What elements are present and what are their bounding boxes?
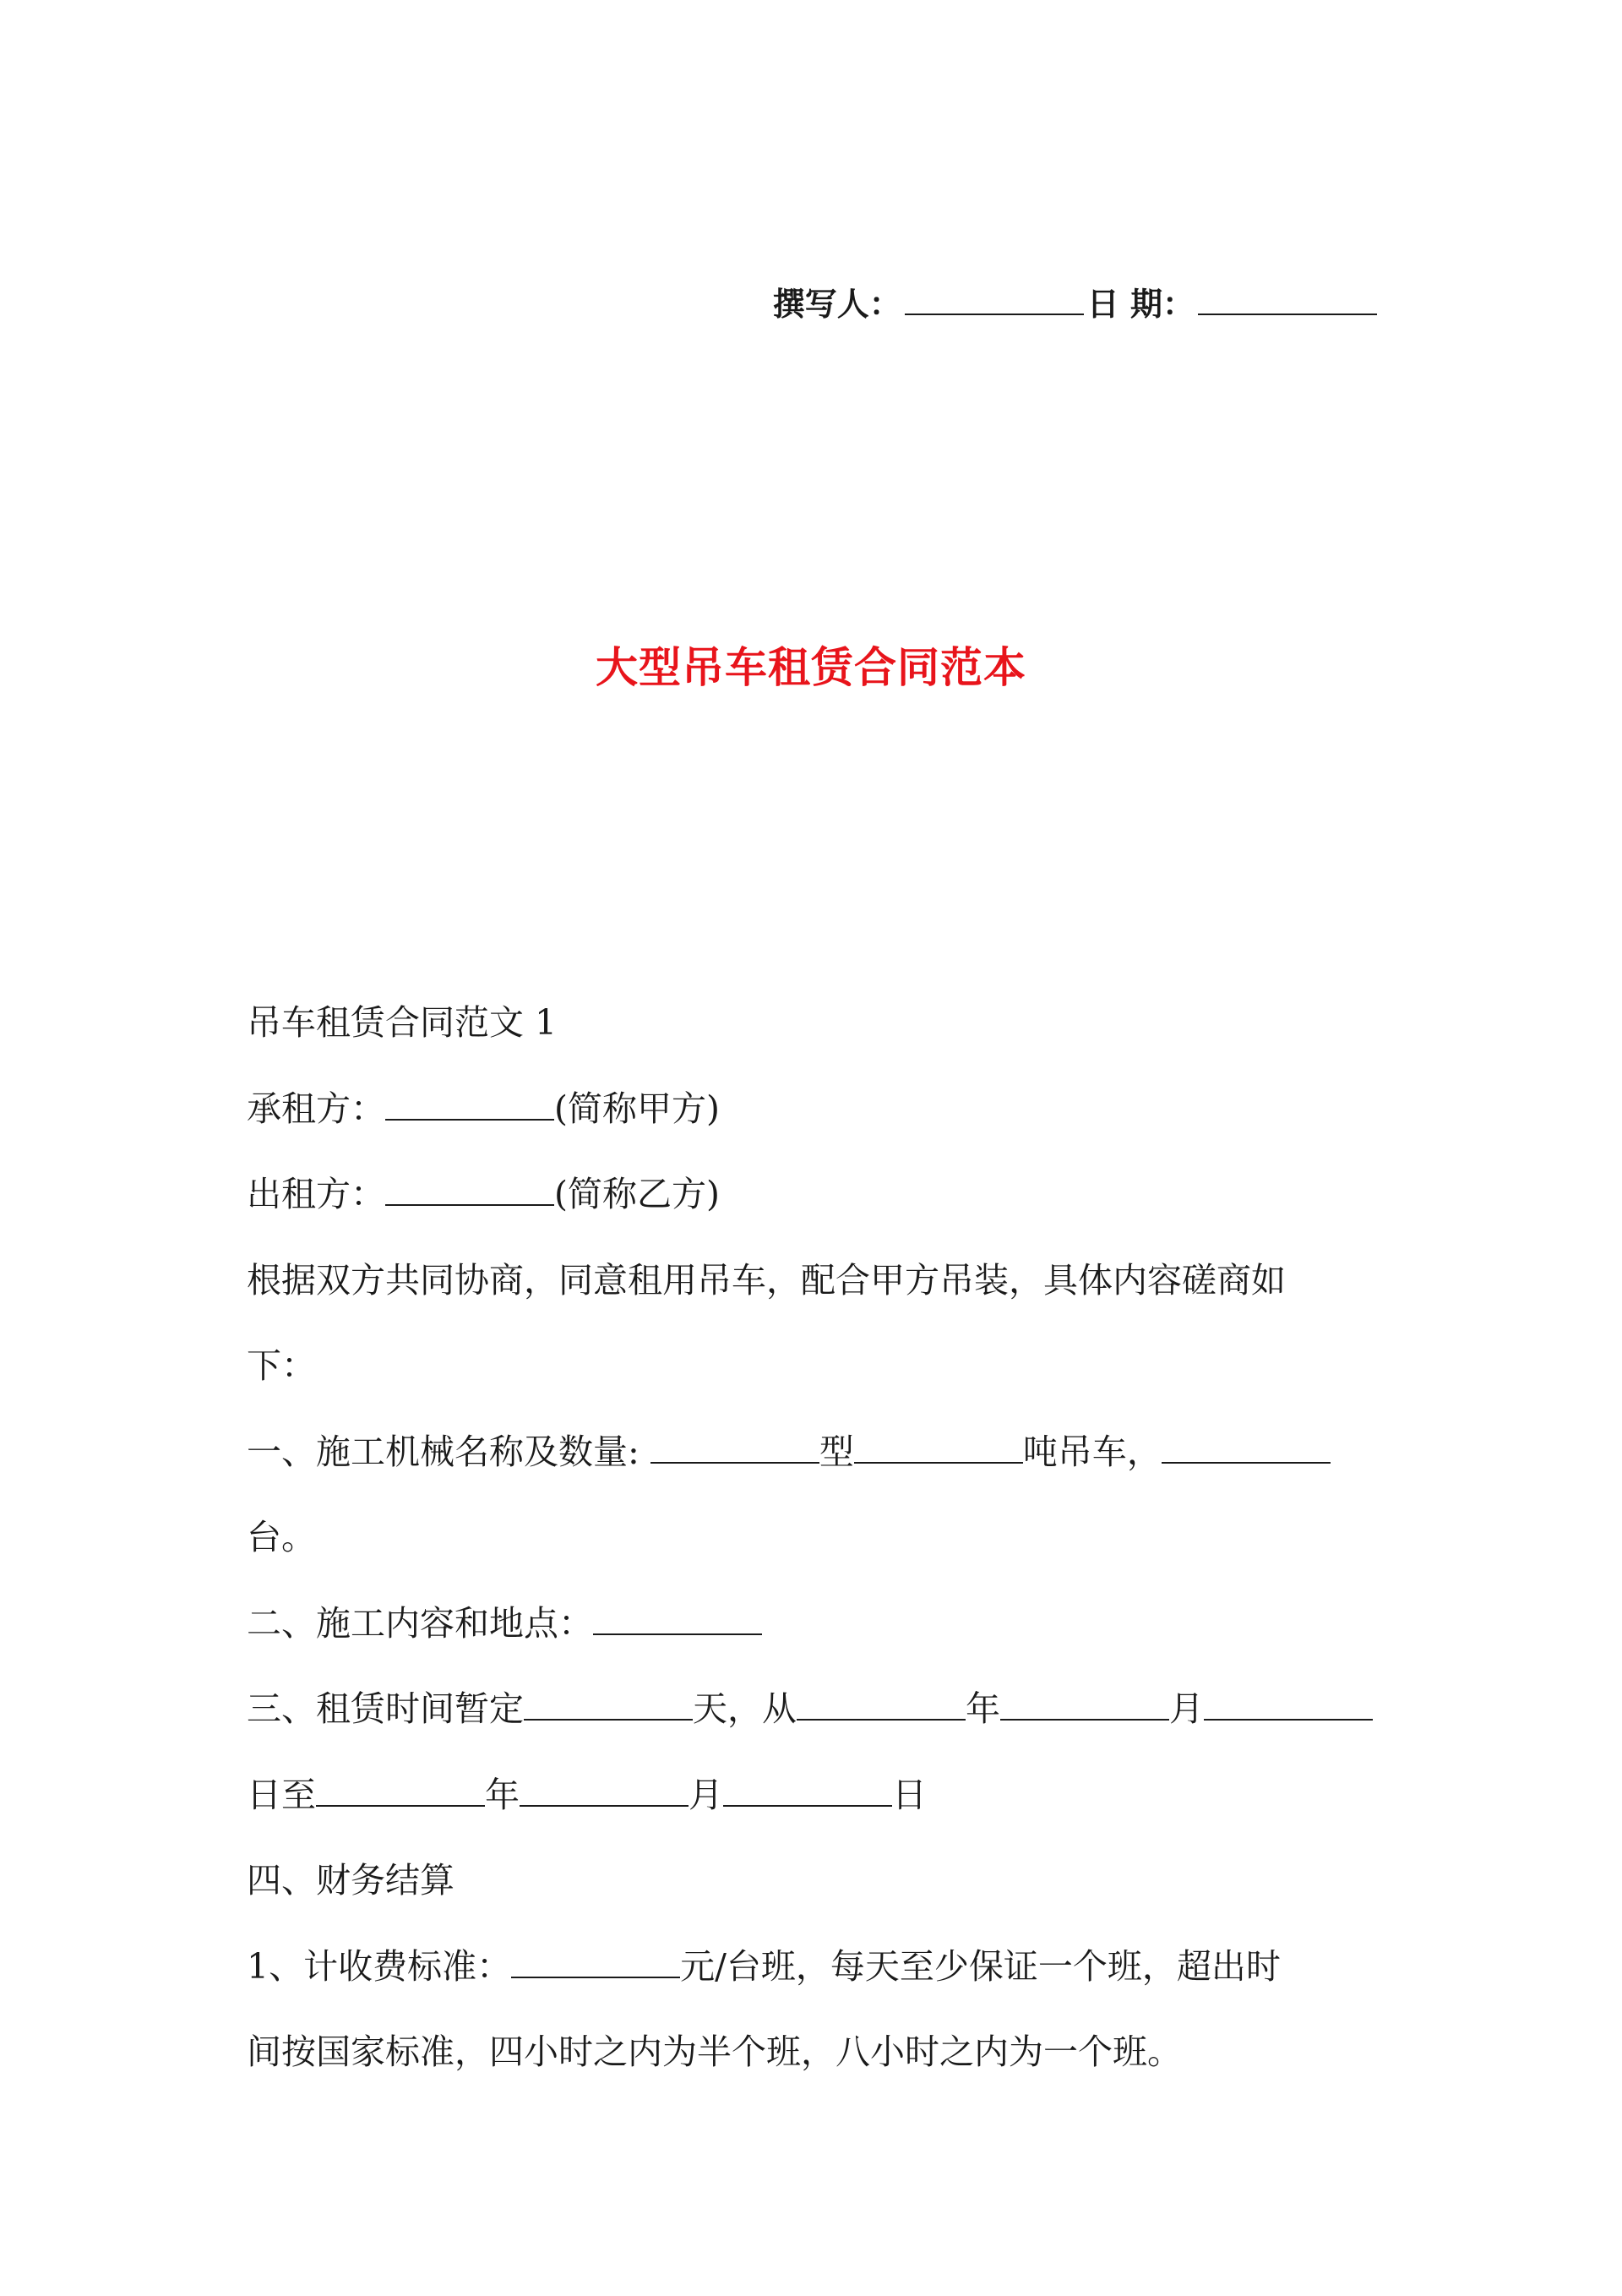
lessee-label: 承租方： xyxy=(247,1088,385,1129)
lessee-note: (简称甲方) xyxy=(554,1088,720,1129)
item2-line xyxy=(247,1581,1383,1667)
lessor-label: 出租方： xyxy=(247,1174,385,1214)
item3-year1: 年 xyxy=(966,1688,1000,1729)
date-blank[interactable] xyxy=(1198,281,1377,315)
item3-day1-blank[interactable] xyxy=(1204,1690,1373,1721)
item1-unit: 台。 xyxy=(247,1517,316,1557)
item2-label: 二、施工内容和地点： xyxy=(247,1602,593,1644)
contract-body xyxy=(247,980,1383,2096)
fee-line1-rest: 元/台班，每天至少保证一个班，超出时 xyxy=(680,1945,1281,1987)
subtitle: 吊车租赁合同范文 1 xyxy=(247,1002,558,1043)
fee-line-1 xyxy=(247,1924,1383,2010)
item4-heading: 四、财务结算 xyxy=(247,1860,454,1901)
item3-year2-blank[interactable] xyxy=(316,1776,485,1807)
item3-day2-blank[interactable] xyxy=(723,1776,892,1807)
lessor-blank[interactable] xyxy=(385,1175,554,1206)
lessor-note: (简称乙方) xyxy=(554,1174,720,1214)
date-label: 日 期： xyxy=(1086,285,1195,323)
item1-label: 一、施工机械名称及数量: xyxy=(247,1431,640,1472)
item3-year1-blank[interactable] xyxy=(797,1690,966,1721)
lessee-blank[interactable] xyxy=(385,1090,554,1121)
item3-month2: 月 xyxy=(689,1774,723,1815)
item3-days: 天，从 xyxy=(693,1688,797,1729)
item3-day2: 日 xyxy=(892,1774,927,1815)
author-date-line xyxy=(773,279,1380,330)
fee-label: 1、计收费标准： xyxy=(247,1945,512,1987)
lessee-line xyxy=(247,1066,1383,1153)
item3-day1: 日至 xyxy=(247,1774,316,1815)
item2-blank[interactable] xyxy=(593,1605,762,1635)
item3-month1: 月 xyxy=(1169,1688,1204,1729)
item1-tonnage: 吨吊车， xyxy=(1022,1431,1162,1472)
fee-blank[interactable] xyxy=(511,1948,680,1978)
item1-tonnage-blank[interactable] xyxy=(854,1433,1023,1464)
intro-line-2: 下： xyxy=(247,1345,316,1386)
item3-year2: 年 xyxy=(485,1774,520,1815)
item1-model: 型 xyxy=(819,1431,854,1472)
item3-line-1 xyxy=(247,1666,1383,1753)
author-label: 撰写人： xyxy=(772,285,901,323)
item3-line-2 xyxy=(247,1753,1383,1839)
item3-label: 三、租赁时间暂定 xyxy=(247,1688,524,1729)
item1-line xyxy=(247,1410,1383,1496)
item3-month2-blank[interactable] xyxy=(520,1776,689,1807)
fee-line-2: 间按国家标准，四小时之内为半个班，八小时之内为一个班。 xyxy=(247,2031,1182,2072)
author-blank[interactable] xyxy=(905,281,1084,315)
lessor-line xyxy=(247,1152,1383,1238)
item3-days-blank[interactable] xyxy=(524,1690,693,1721)
item1-model-blank[interactable] xyxy=(650,1433,819,1464)
document-title: 大型吊车租赁合同范本 xyxy=(596,642,1026,692)
item3-month1-blank[interactable] xyxy=(1000,1690,1169,1721)
intro-line-1: 根据双方共同协商，同意租用吊车，配合甲方吊装，具体内容磋商如 xyxy=(247,1259,1286,1301)
item1-count-blank[interactable] xyxy=(1162,1433,1331,1464)
